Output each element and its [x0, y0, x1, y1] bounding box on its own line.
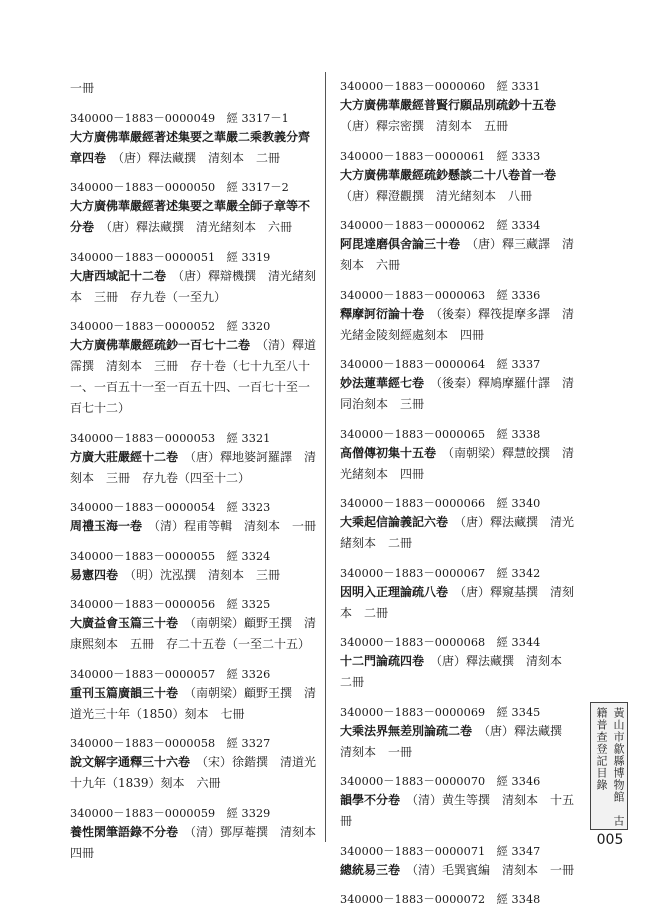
- entry-number: 340000－1883－0000059 經 3329: [70, 806, 271, 820]
- entry-number: 340000－1883－0000071 經 3347: [340, 844, 541, 858]
- entry-number: 340000－1883－0000066 經 3340: [340, 497, 541, 510]
- catalog-entry: [340, 843, 582, 881]
- entry-details: （清）釋道霈撰 清刻本 三冊 存十卷（七十九至八十一、一百五十一至一百五十四、一百七十至一百七十二）: [70, 338, 317, 415]
- entry-description: [340, 512, 582, 554]
- entry-details: （唐）釋澄觀撰 清光緒刻本 八冊: [340, 167, 569, 203]
- catalog-entry: [340, 634, 582, 693]
- catalog-entry: [340, 495, 582, 554]
- entry-title: 說文解字通釋三十六卷: [70, 755, 191, 769]
- entry-details: （清）鄧厚菴撰 清刻本 四冊: [70, 824, 329, 860]
- right-column: [340, 78, 582, 919]
- entry-title: 因明入正理論疏八卷: [340, 584, 449, 599]
- entry-title: 妙法蓮華經七卷: [340, 376, 425, 390]
- catalog-entry: [70, 735, 318, 794]
- entry-description: [340, 373, 582, 415]
- catalog-entry: [340, 356, 582, 415]
- entry-title: 高僧傳初集十五卷: [340, 445, 437, 460]
- entry-number: 340000－1883－0000069 經 3345: [340, 705, 541, 719]
- entry-number: 340000－1883－0000050 經 3317－2: [70, 181, 289, 194]
- entry-description: [340, 165, 582, 207]
- catalog-entry: [70, 249, 318, 308]
- entry-number: 340000－1883－0000061 經 3333: [340, 149, 541, 163]
- entry-title: 大方廣佛華嚴經著述集要之華嚴全師子章等不分卷: [70, 199, 311, 234]
- entry-description: [340, 582, 582, 624]
- entry-details: （唐）釋窺基撰 清刻本 二冊: [340, 584, 575, 620]
- entry-description: [70, 266, 318, 308]
- entry-description: [340, 443, 582, 485]
- catalog-entry: [340, 891, 582, 908]
- catalog-entry: [340, 704, 582, 763]
- side-catalog-text: 黃山市歙縣博物館 古籍普查登記目錄: [595, 707, 625, 827]
- catalog-entry: [70, 179, 318, 238]
- entry-description: [70, 127, 318, 169]
- entry-details: （唐）釋三藏譯 清刻本 六冊: [340, 237, 575, 272]
- entry-title: 大方廣佛華嚴經疏鈔懸談二十八卷首一卷: [340, 167, 557, 182]
- entry-number: 340000－1883－0000049 經 3317－1: [70, 111, 289, 125]
- catalog-entry: [70, 805, 329, 864]
- entry-description: [340, 860, 582, 881]
- entry-details: （清）黄生等撰 清刻本 十五冊: [340, 793, 575, 828]
- entry-details: （後秦）釋鳩摩羅什譯 清同治刻本 三冊: [340, 376, 575, 411]
- entry-description: [70, 822, 329, 864]
- entry-title: 大廣益會玉篇三十卷: [70, 616, 179, 630]
- entry-number: 340000－1883－0000063 經 3336: [340, 288, 541, 302]
- entry-number: 340000－1883－0000068 經 3344: [340, 636, 541, 649]
- entry-title: 十二門論疏四卷: [340, 654, 425, 668]
- entry-number: 340000－1883－0000058 經 3327: [70, 737, 271, 750]
- entry-description: [340, 95, 582, 137]
- catalog-entry: [70, 110, 318, 169]
- entry-description: [340, 790, 582, 832]
- entry-title: 易憲四卷: [70, 567, 119, 582]
- entry-description: [70, 335, 318, 419]
- entry-title: 大唐西域記十二卷: [70, 268, 167, 283]
- entry-number: 340000－1883－0000072 經 3348: [340, 893, 541, 906]
- entry-number: 340000－1883－0000057 經 3326: [70, 667, 271, 681]
- entry-description: [340, 721, 582, 763]
- entry-number: 340000－1883－0000051 經 3319: [70, 250, 271, 264]
- entry-details: （唐）釋法藏撰 清刻本 二冊: [106, 150, 281, 165]
- entry-number: 340000－1883－0000060 經 3331: [340, 80, 541, 93]
- entry-number: 340000－1883－0000065 經 3338: [340, 427, 541, 441]
- entry-number: 340000－1883－0000062 經 3334: [340, 219, 541, 232]
- entry-number: 340000－1883－0000064 經 3337: [340, 358, 541, 371]
- entry-title: 韻學不分卷: [340, 793, 401, 807]
- entry-description: [340, 651, 582, 693]
- catalog-entry: [340, 773, 582, 832]
- entry-details: （唐）釋地婆訶羅譯 清刻本 三冊 存九卷（四至十二）: [70, 449, 317, 485]
- entry-details: （南朝梁）顧野王撰 清康熙刻本 五冊 存二十五卷（一至二十五）: [70, 616, 317, 651]
- continuation-text: 一冊: [70, 81, 95, 95]
- entry-description: [70, 196, 318, 238]
- entry-details: （唐）釋辯機撰 清光緒刻本 三冊 存九卷（一至九）: [70, 268, 317, 304]
- entry-number: 340000－1883－0000053 經 3321: [70, 431, 271, 445]
- entry-details: （唐）釋法藏撰 清刻本 二冊: [340, 654, 575, 689]
- catalog-entry: [70, 318, 318, 419]
- catalog-entry: [340, 78, 582, 137]
- entry-title: 阿毘達磨俱舍論三十卷: [340, 237, 461, 251]
- entry-number: 340000－1883－0000054 經 3323: [70, 501, 271, 514]
- entry-description: [340, 234, 582, 276]
- entry-number: 340000－1883－0000067 經 3342: [340, 566, 541, 580]
- catalog-entry: [340, 287, 582, 346]
- entry-title: 大乘起信論義記六卷: [340, 515, 449, 529]
- catalog-entry: [340, 148, 582, 207]
- entry-description: [340, 304, 582, 346]
- entry-title: 養性閑筆語錄不分卷: [70, 824, 179, 839]
- entry-details: （明）沈泓撰 清刻本 三冊: [118, 567, 281, 582]
- entry-title: 大乘法界無差別論疏二卷: [340, 723, 473, 738]
- left-column: [70, 78, 329, 874]
- entry-title: 總統易三卷: [340, 862, 401, 877]
- entry-number: 340000－1883－0000070 經 3346: [340, 775, 541, 788]
- catalog-entry: [70, 548, 318, 586]
- page-number: 005: [596, 832, 624, 848]
- catalog-entry: [70, 499, 318, 537]
- entry-details: （清）毛巽賓編 清刻本 一冊: [400, 862, 575, 877]
- entry-title: 周禮玉海一卷: [70, 519, 143, 533]
- entry-details: （後秦）釋筏提摩多譯 清光緒金陵刻經處刻本 四冊: [340, 306, 575, 342]
- catalog-entry: [70, 596, 318, 655]
- entry-description: [70, 565, 318, 586]
- entry-number: 340000－1883－0000052 經 3320: [70, 320, 271, 333]
- entry-details: （唐）釋法藏撰 清光緒刻本 二冊: [340, 515, 575, 550]
- entry-details: （唐）釋法藏撰 清光緒刻本 六冊: [94, 220, 293, 234]
- entry-details: （唐）釋法藏撰 清刻本 一冊: [340, 723, 575, 759]
- entry-description: [70, 683, 318, 725]
- entry-title: 大方廣佛華嚴經著述集要之華嚴二乘教義分齊章四卷: [70, 129, 311, 165]
- catalog-entry: [70, 430, 318, 489]
- catalog-entry: [70, 666, 318, 725]
- entry-title: 釋摩訶衍論十卷: [340, 306, 425, 321]
- entry-title: 大方廣佛華嚴經普賢行願品別疏鈔十五卷: [340, 98, 557, 112]
- catalog-entry: [340, 426, 582, 485]
- entry-title: 方廣大莊嚴經十二卷: [70, 449, 179, 464]
- entry-description: [70, 752, 318, 794]
- entry-description: [70, 447, 318, 489]
- entry-details: （南朝梁）釋慧皎撰 清光緒刻本 四冊: [340, 445, 575, 481]
- side-catalog-label: [590, 702, 628, 830]
- entry-description: [70, 613, 318, 655]
- entry-number: 340000－1883－0000055 經 3324: [70, 549, 271, 563]
- entry-details: （南朝梁）顧野王撰 清道光三十年（1850）刻本 七冊: [70, 685, 317, 721]
- column-divider: [325, 72, 326, 842]
- entry-description: [70, 516, 318, 537]
- catalog-entry: [340, 565, 582, 624]
- entry-title: 重刊玉篇廣韻三十卷: [70, 685, 179, 700]
- entry-details: （唐）釋宗密撰 清刻本 五冊: [340, 98, 569, 133]
- catalog-entry: [340, 217, 582, 276]
- entry-details: （宋）徐鍇撰 清道光十九年（1839）刻本 六冊: [70, 755, 317, 790]
- entry-number: 340000－1883－0000056 經 3325: [70, 598, 271, 611]
- entry-title: 大方廣佛華嚴經疏鈔一百七十二卷: [70, 338, 251, 352]
- entry-details: （清）程甫等輯 清刻本 一冊: [142, 519, 317, 533]
